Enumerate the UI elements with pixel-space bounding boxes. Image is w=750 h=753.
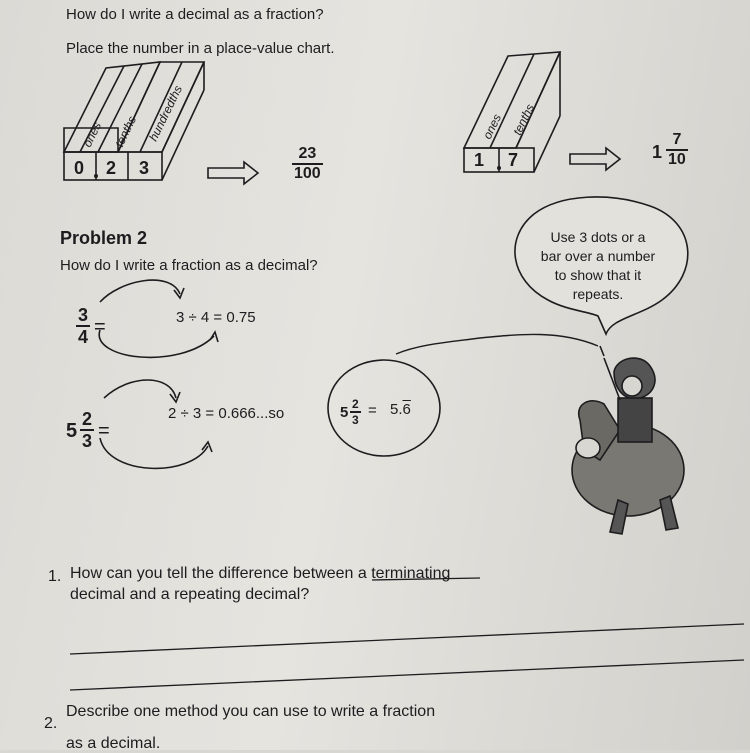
- example1-equals: =: [94, 316, 106, 338]
- fraction-numerator: 23: [298, 145, 317, 162]
- fraction-denominator: 100: [294, 165, 321, 182]
- example2-division: 2 ÷ 3 = 0.666...so: [168, 405, 285, 422]
- lasso-rope: [396, 334, 598, 354]
- question-2-line2: as a decimal.: [66, 735, 161, 752]
- fraction-denominator: 4: [78, 327, 89, 347]
- example1-fraction: [76, 306, 90, 346]
- chart2-mixed-whole: 1: [652, 142, 663, 162]
- chart1-digit-tenths: 2: [106, 158, 117, 178]
- chart1-header-ones: ones: [80, 119, 105, 150]
- question-1-line1: How can you tell the difference between a terminating: [70, 565, 451, 582]
- speech-bubble-text: [528, 228, 668, 304]
- fraction-numerator: 2: [352, 397, 359, 411]
- bubble-line: bar over a number: [540, 248, 656, 264]
- chart2-digit-tenths: 7: [508, 150, 519, 170]
- chart1-header-hundredths: hundredths: [146, 83, 186, 144]
- fraction-numerator: 7: [672, 131, 682, 148]
- question-1-number: 1.: [48, 568, 62, 585]
- example1-division: 3 ÷ 4 = 0.75: [176, 309, 256, 326]
- example2-whole: 5: [66, 420, 78, 442]
- fraction-denominator: 10: [668, 151, 686, 168]
- bubble-line: to show that it: [554, 267, 642, 283]
- fraction-numerator: 3: [78, 305, 89, 325]
- result-int: 5.: [390, 401, 403, 418]
- result-whole: 5: [340, 404, 349, 421]
- question-2-line1: Describe one method you can use to write a fraction: [66, 703, 436, 720]
- bubble-line: Use 3 dots or a: [550, 229, 646, 245]
- result-decimal: [390, 401, 411, 418]
- bubble-line: repeats.: [572, 286, 624, 302]
- chart2-mixed-fraction: [666, 132, 688, 168]
- chart1-digit-hundredths: 3: [139, 158, 150, 178]
- question-2-number: 2.: [44, 715, 58, 732]
- section1-question: How do I write a decimal as a fraction?: [66, 6, 324, 23]
- result-repeat-digit: 6: [402, 401, 411, 418]
- example2-fraction: [80, 410, 94, 450]
- example2-equals: =: [98, 420, 110, 442]
- decimal-point: [497, 166, 501, 170]
- problem2-question: How do I write a fraction as a decimal?: [60, 257, 318, 274]
- chart1-digit-ones: 0: [74, 158, 85, 178]
- chart2-header-tenths: tenths: [510, 101, 538, 138]
- question-1-line2: decimal and a repeating decimal?: [70, 586, 310, 603]
- arrow-right-icon: [570, 148, 620, 170]
- chart2-digit-ones: 1: [474, 150, 485, 170]
- fraction-denominator: 3: [352, 413, 359, 427]
- curved-arrow-icon: [100, 380, 212, 468]
- section1-instruction: Place the number in a place-value chart.: [66, 40, 335, 57]
- decimal-point: [94, 174, 98, 178]
- chart1-fraction: [292, 146, 323, 182]
- cowboy-horse-icon: [572, 346, 684, 534]
- fraction-numerator: 2: [82, 409, 93, 429]
- problem2-title: Problem 2: [60, 228, 148, 248]
- result-fraction: [350, 398, 361, 426]
- result-equals: =: [368, 402, 377, 419]
- fraction-denominator: 3: [82, 431, 93, 451]
- chart2-header-ones: ones: [480, 111, 505, 142]
- arrow-right-icon: [208, 162, 258, 184]
- answer-lines: [70, 624, 744, 690]
- chart1-header-tenths: tenths: [112, 113, 140, 150]
